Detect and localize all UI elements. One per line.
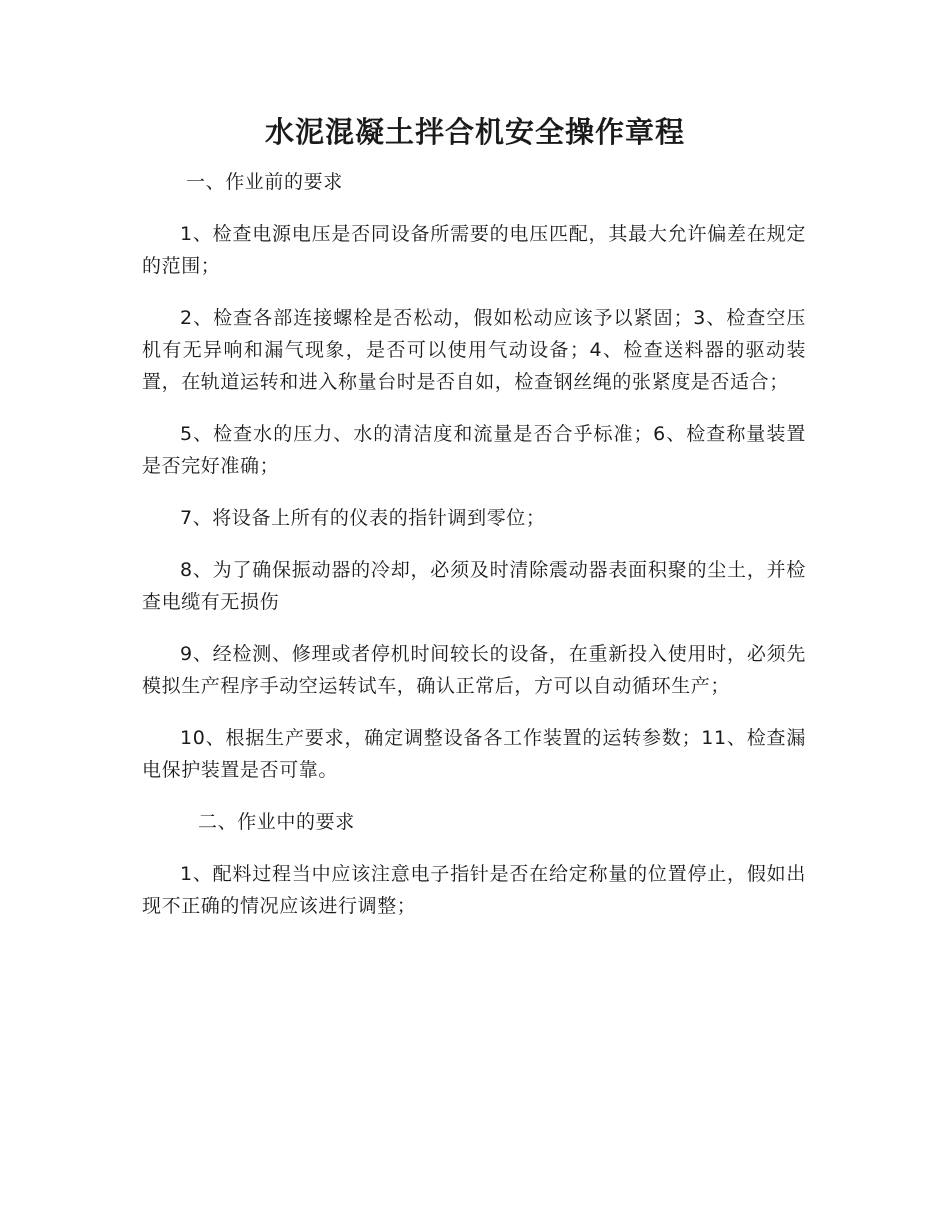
paragraph-1-1: 1、检查电源电压是否同设备所需要的电压匹配，其最大允许偏差在规定的范围； (142, 223, 806, 277)
paragraph-1-5: 8、为了确保振动器的冷却，必须及时清除震动器表面积聚的尘土，并检查电缆有无损伤 (142, 559, 806, 613)
paragraph-1-4: 7、将设备上所有的仪表的指针调到零位； (180, 507, 546, 529)
document-body (142, 166, 806, 942)
paragraph-1-2: 2、检查各部连接螺栓是否松动，假如松动应该予以紧固；3、检查空压机有无异响和漏气现象，是否可以使用气动设备；4、检查送料器的驱动装置，在轨道运转和进入称量台时是否自如，检查钢丝绳的张紧度是否适合； (142, 307, 806, 393)
paragraph-2-1: 1、配料过程当中应该注意电子指针是否在给定称量的位置停止，假如出现不正确的情况应该进行调整； (142, 863, 806, 917)
section-heading-2: 二、作业中的要求 (198, 811, 355, 833)
section-heading-1: 一、作业前的要求 (186, 171, 343, 193)
page-title: 水泥混凝土拌合机安全操作章程 (264, 115, 685, 149)
paragraph-1-3: 5、检查水的压力、水的清洁度和流量是否合乎标准；6、检查称量装置是否完好准确； (142, 423, 806, 477)
paragraph-1-6: 9、经检测、修理或者停机时间较长的设备，在重新投入使用时，必须先模拟生产程序手动空运转试车，确认正常后，方可以自动循环生产； (142, 643, 806, 697)
paragraph-1-7: 10、根据生产要求，确定调整设备各工作装置的运转参数；11、检查漏电保护装置是否可靠。 (142, 727, 806, 781)
